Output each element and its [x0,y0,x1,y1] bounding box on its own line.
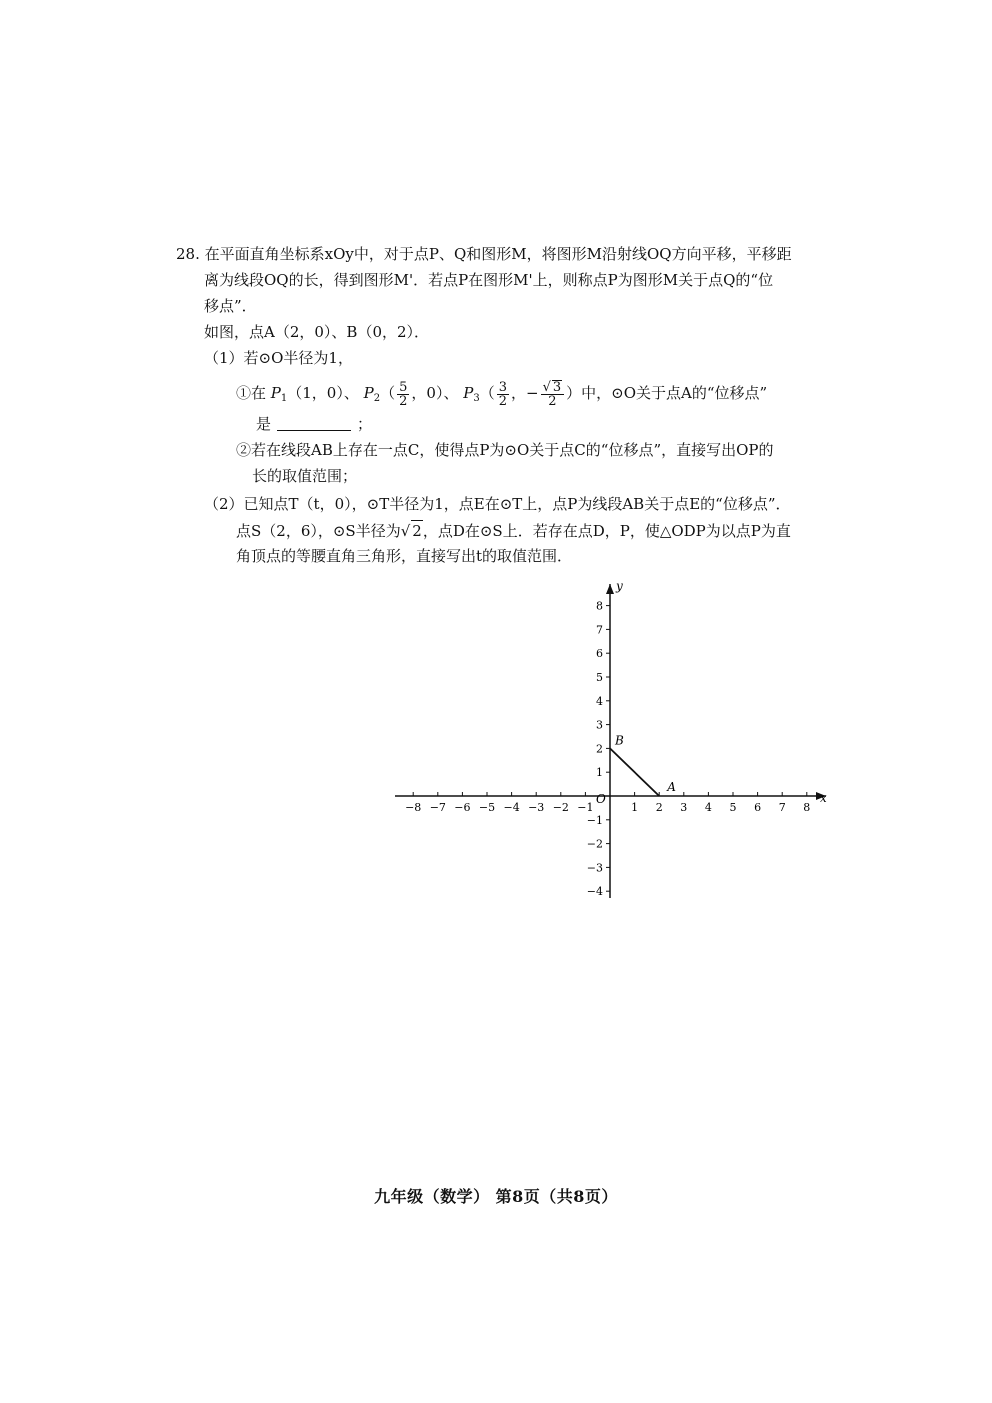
answer-blank[interactable] [277,416,351,431]
x-tick-label: −5 [478,801,496,814]
q1-prefix: ①在 [236,384,267,402]
p3-sep: ，− [511,384,539,402]
y-tick-label: 7 [596,623,603,637]
y-tick-label: 1 [596,766,603,780]
y-tick-label: 6 [596,647,603,661]
p2-sub: 2 [373,393,381,404]
x-axis-label: x [820,791,827,805]
x-tick-label: 7 [778,801,786,814]
part2-sqrt: 2 [412,522,422,540]
p3-open: （ [479,384,495,402]
q1-answer-line [256,414,372,434]
p2-label: P [363,384,374,402]
origin-label: O [596,792,606,806]
x-tick-label: 8 [803,801,811,814]
y-tick-label: −3 [586,861,603,875]
y-tick-label: −4 [586,885,603,899]
p3-fraction-1 [497,381,509,408]
p1-coord: （1，0）、 [287,384,359,402]
y-tick-label: 3 [596,718,603,732]
q1-answer-prefix: 是 [256,415,272,433]
part2-line-2: 点S（2，6），⊙S半径为√ 2，点D在⊙S上．若存在点D，P，使△ODP为以点P为直 [236,522,791,540]
x-tick-label: −2 [552,801,569,814]
p3-close: ）中，⊙O关于点A的“位移点” [566,384,768,402]
p2-close: ，0）、 [411,384,459,402]
part2-line-1: （2）已知点T（t，0），⊙T半径为1，点E在⊙T上，点P为线段AB关于点E的“位移点”． [204,495,791,513]
part1-header: （1）若⊙O半径为1， [204,349,353,367]
x-tick-label: −4 [503,801,520,814]
x-tick-label: −6 [454,801,471,814]
y-tick-label: 8 [596,599,603,613]
p3-den1: 2 [498,393,507,409]
y-tick-label: 2 [596,742,603,756]
problem-line-3: 移点”． [204,297,257,315]
y-tick-label: 4 [596,694,603,708]
y-tick-label: 5 [596,671,603,684]
x-tick-label: 3 [680,801,688,814]
part2-line-2-post: ，点D在⊙S上．若存在点D，P，使△ODP为以点P为直 [422,522,791,540]
p3-fraction-2 [541,380,565,408]
problem-line-1 [176,244,792,264]
point-label-a: A [667,780,676,794]
x-tick-label: 4 [704,801,712,814]
p1-label: P [270,384,281,402]
given-points: 如图，点A（2，0）、B（0，2）． [204,323,430,341]
segment-ab [610,748,659,796]
p3-label: P [463,384,474,402]
p3-num2: 3 [552,380,562,395]
p3-num1: 3 [498,379,507,395]
x-tick-label: −7 [429,801,446,814]
problem-intro-1: 在平面直角坐标系xOy中，对于点P、Q和图形M，将图形M沿射线OQ方向平移，平移距 [204,245,792,263]
problem-number: 28. [176,245,200,263]
p2-fraction [397,381,409,408]
p2-num: 5 [399,379,408,395]
x-tick-label: 5 [729,801,737,814]
x-tick-label: 2 [655,801,663,814]
y-axis-arrow [606,584,614,594]
part2-line-2-pre: 点S（2，6），⊙S半径为 [236,522,401,540]
p3-sub: 3 [473,393,480,404]
problem-line-2: 离为线段OQ的长，得到图形M'．若点P在图形M'上，则称点P为图形M关于点Q的“位 [204,271,774,289]
p2-open: （ [380,384,396,402]
part2-line-3: 角顶点的等腰直角三角形，直接写出t的取值范围． [236,547,573,565]
q2-line-1: ②若在线段AB上存在一点C，使得点P为⊙O关于点C的“位移点”，直接写出OP的 [236,441,774,459]
x-tick-label: −3 [528,801,545,814]
q2-line-2: 长的取值范围； [252,467,358,485]
p2-den: 2 [399,393,408,409]
y-axis-label: y [616,579,623,593]
q1-answer-suffix: ； [357,415,373,433]
x-tick-label: 1 [631,801,639,814]
page-footer: 九年级（数学） 第8页（共8页） [374,1187,618,1206]
x-tick-label: −1 [577,801,594,814]
point-label-b: B [615,733,624,748]
q1-line [236,380,767,409]
coordinate-graph [380,576,840,906]
y-tick-label: −1 [586,813,603,827]
x-tick-label: −8 [405,801,422,814]
y-tick-label: −2 [586,837,603,851]
p3-num2-wrap: √ 3 [541,380,565,395]
x-tick-label: 6 [754,801,762,814]
p1-sub: 1 [280,393,288,404]
p3-den2: 2 [548,394,557,409]
